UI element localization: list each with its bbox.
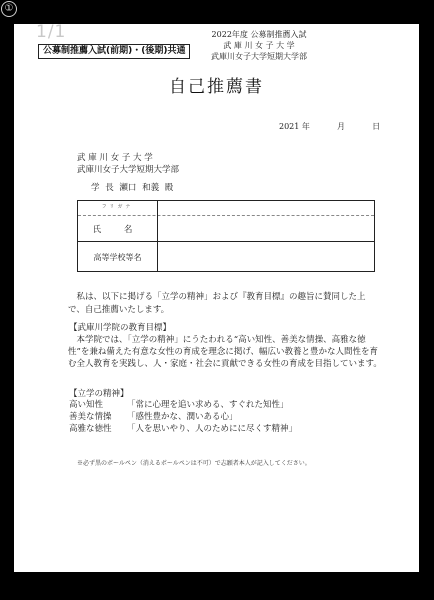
school-row (78, 241, 374, 272)
document-title: 自己推薦書 (169, 77, 264, 97)
spirit-term: 善美な情操 (69, 412, 112, 422)
intro-paragraph: 私は、以下に掲げる「立学の精神」および『教育目標』の趣旨に賛同した上で、自己推薦いたします。 (68, 292, 366, 315)
education-goal-heading: 【武庫川学院の教育目標】 (69, 323, 172, 333)
addressee-block (77, 152, 179, 176)
document-header (154, 29, 364, 62)
spirit-heading: 【立学の精神】 (69, 389, 129, 399)
school-label-cell (78, 241, 158, 272)
addressee-junior-college: 武庫川女子大学短期大学部 (77, 165, 180, 175)
addressee-president: 学 長 瀬口 和義 殿 (91, 183, 174, 193)
footnote: ※必ず黒のボールペン（消えるボールペンは不可）で志願者本人が記入してください。 (77, 460, 311, 467)
addressee-university: 武 庫 川 女 子 大 学 (77, 153, 153, 163)
furigana-label: フリガナ (101, 204, 134, 210)
furigana-label-cell (78, 201, 158, 215)
spirit-term: 高雅な徳性 (69, 424, 112, 434)
spirit-list (69, 399, 297, 435)
spirit-item (69, 411, 297, 423)
page-number-badge[interactable]: ① (1, 1, 17, 17)
date-year: 2021 年 (279, 122, 310, 131)
date-day: 日 (372, 122, 381, 131)
date-line (279, 121, 380, 132)
spirit-desc: 「人を思いやり、人のためにに尽くす精神」 (127, 424, 298, 434)
page-indicator: 1/1 (36, 24, 67, 42)
furigana-row (78, 201, 374, 216)
spirit-item (69, 423, 297, 435)
header-junior-college: 武庫川女子大学短期大学部 (211, 52, 307, 61)
header-year-line: 2022年度 公募制推薦入試 (211, 30, 307, 39)
education-goal-body: 本学院では、「立学の精神」にうたわれる“高い知性、善美な情操、高雅な徳性”を兼ね備えた有意な女性の育成を理念に掲げ、幅広い教養と豊かな人間性を育む全人教育を実践し、人・家庭・社会に貢献できる女性の育成を目指しています。 (68, 335, 382, 370)
name-row (78, 215, 374, 242)
applicant-form-table (77, 200, 375, 272)
spirit-desc: 「感性豊かな、潤いある心」 (127, 412, 238, 422)
document-page (14, 24, 419, 572)
name-label-cell (78, 215, 158, 241)
spirit-desc: 「常に心理を追い求める、すぐれた知性」 (127, 400, 289, 410)
exam-type-label: 公募制推薦入試(前期)・(後期)共通 (38, 44, 190, 59)
spirit-term: 高い知性 (69, 400, 104, 410)
header-university: 武 庫 川 女 子 大 学 (223, 41, 295, 50)
date-month: 月 (337, 122, 345, 131)
name-label: 氏 名 (92, 225, 143, 235)
spirit-item (69, 399, 297, 411)
school-label: 高等学校等名 (93, 253, 142, 262)
